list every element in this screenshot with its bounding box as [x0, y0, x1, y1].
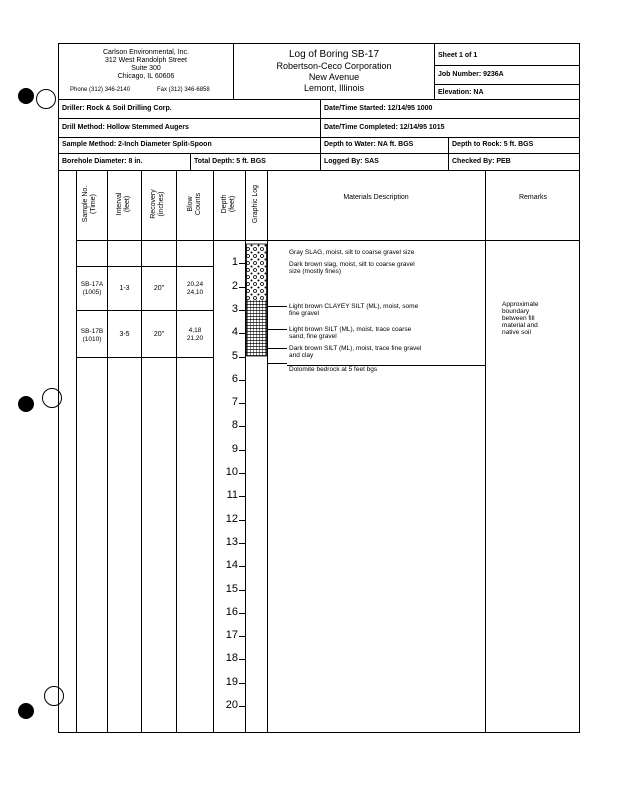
depth-tick-13 — [239, 543, 245, 544]
drill-method: Drill Method: Hollow Stemmed Augers — [62, 124, 189, 131]
depth-label-4: 4 — [231, 326, 238, 339]
depth-label-19: 19 — [225, 675, 238, 688]
sample-1-no: SB-17A — [80, 281, 104, 288]
binder-hole-2 — [18, 396, 34, 412]
material-2-line-2: size (mostly fines) — [289, 268, 342, 275]
company-city: Chicago, IL 60606 — [117, 73, 175, 80]
depth-tick-2 — [239, 287, 245, 288]
depth-label-16: 16 — [225, 605, 238, 618]
job-number: Job Number: 9236A — [438, 71, 504, 78]
depth-label-1: 1 — [231, 256, 238, 269]
depth-tick-16 — [239, 613, 245, 614]
material-4-line-1: Light brown SILT (ML), moist, trace coarse — [289, 326, 412, 333]
company-address1: 312 West Randolph Street — [105, 57, 187, 64]
material-5-line-2: and clay — [289, 352, 314, 359]
company-fax: Fax (312) 346-6858 — [157, 87, 210, 93]
depth-label-13: 13 — [225, 535, 238, 548]
depth-label-5: 5 — [231, 349, 238, 362]
driller: Driller: Rock & Soil Drilling Corp. — [62, 105, 172, 112]
depth-tick-15 — [239, 590, 245, 591]
material-4-line-2: sand, fine gravel — [289, 333, 337, 340]
remarks-line-2: boundary — [502, 308, 530, 315]
depth-tick-10 — [239, 473, 245, 474]
date-completed: Date/Time Completed: 12/14/95 1015 — [324, 124, 445, 131]
depth-tick-11 — [239, 496, 245, 497]
depth-label-2: 2 — [231, 279, 238, 292]
depth-to-rock: Depth to Rock: 5 ft. BGS — [452, 141, 534, 148]
col-graphic-log: Graphic Log — [252, 184, 259, 224]
depth-label-11: 11 — [226, 489, 238, 502]
col-remarks: Remarks — [518, 194, 547, 201]
sample-2-no: SB-17B — [80, 328, 104, 335]
depth-label-17: 17 — [225, 629, 238, 642]
sample-1-blow-2: 24,10 — [186, 289, 204, 296]
material-3-line-2: fine gravel — [289, 310, 319, 317]
depth-label-6: 6 — [231, 372, 238, 385]
depth-tick-6 — [239, 380, 245, 381]
depth-tick-3 — [239, 310, 245, 311]
remarks-line-4: material and — [502, 322, 538, 329]
total-depth: Total Depth: 5 ft. BGS — [194, 158, 266, 165]
log-title: Log of Boring SB-17 — [288, 49, 380, 60]
date-started: Date/Time Started: 12/14/95 1000 — [324, 105, 433, 112]
sample-2-blow-1: 4,18 — [188, 327, 202, 334]
depth-label-7: 7 — [231, 396, 238, 409]
binder-hole-1 — [18, 88, 34, 104]
remarks-line-3: between fill — [502, 315, 535, 322]
sample-method: Sample Method: 2-Inch Diameter Split-Spoon — [62, 141, 212, 148]
elevation: Elevation: NA — [438, 89, 484, 96]
sample-1-time: (1005) — [82, 289, 102, 296]
depth-label-15: 15 — [225, 582, 238, 595]
depth-tick-18 — [239, 659, 245, 660]
logged-by: Logged By: SAS — [324, 158, 379, 165]
depth-label-9: 9 — [231, 442, 238, 455]
sample-2-time: (1010) — [82, 336, 102, 343]
company-name: Carlson Environmental, Inc. — [103, 49, 189, 56]
sample-2-recovery: 20" — [153, 331, 165, 338]
sheet-number: Sheet 1 of 1 — [438, 52, 478, 59]
col-materials-description: Materials Description — [343, 194, 409, 201]
material-6-line-1: Dolomite bedrock at 5 feet bgs — [289, 366, 378, 373]
silt-layer — [246, 300, 267, 356]
company-address2: Suite 300 — [131, 65, 161, 72]
col-depth: Depth (feet) — [221, 194, 236, 214]
depth-label-18: 18 — [225, 652, 238, 665]
depth-tick-4 — [239, 333, 245, 334]
material-2-line-1: Dark brown slag, moist, silt to coarse gravel — [289, 261, 415, 268]
depth-tick-9 — [239, 450, 245, 451]
company-phone: Phone (312) 346-2140 — [70, 87, 131, 93]
depth-label-10: 10 — [225, 466, 238, 478]
log-street: New Avenue — [308, 72, 360, 82]
material-3-line-1: Light brown CLAYEY SILT (ML), moist, some — [289, 303, 419, 310]
binder-hole-3 — [18, 703, 34, 719]
depth-label-14: 14 — [225, 559, 238, 572]
binder-ring-1 — [36, 89, 56, 109]
depth-tick-14 — [239, 566, 245, 567]
checked-by: Checked By: PEB — [452, 158, 511, 165]
depth-tick-20 — [239, 706, 245, 707]
col-blow-counts: Blow Counts — [187, 192, 202, 216]
col-sample-no: Sample No. (Time) — [82, 185, 97, 223]
depth-label-8: 8 — [231, 419, 238, 432]
depth-label-12: 12 — [225, 512, 238, 525]
sample-1-recovery: 20" — [153, 285, 165, 292]
sample-2-interval: 3-5 — [119, 331, 130, 338]
depth-tick-19 — [239, 683, 245, 684]
sample-1-blow-1: 20,24 — [186, 281, 204, 288]
log-city: Lemont, Illinois — [303, 83, 365, 93]
col-recovery: Recovery (inches) — [150, 189, 165, 219]
material-5-line-1: Dark brown SILT (ML), moist, trace fine gravel — [289, 345, 422, 352]
depth-label-20: 20 — [225, 699, 238, 711]
remarks-line-5: native soil — [502, 329, 531, 336]
depth-tick-12 — [239, 520, 245, 521]
depth-tick-17 — [239, 636, 245, 637]
graphic-log — [246, 240, 267, 362]
depth-tick-8 — [239, 426, 245, 427]
depth-tick-5 — [239, 357, 245, 358]
material-1-line-1: Gray SLAG, moist, silt to coarse gravel size — [289, 249, 415, 256]
remarks-line-1: Approximate — [502, 301, 539, 308]
sample-2-blow-2: 21,20 — [186, 335, 204, 342]
slag-layer — [246, 244, 267, 300]
log-client: Robertson-Ceco Corporation — [276, 61, 392, 71]
borehole-diameter: Borehole Diameter: 8 in. — [62, 158, 143, 165]
col-interval: Interval (feet) — [116, 192, 131, 216]
depth-tick-7 — [239, 403, 245, 404]
depth-to-water: Depth to Water: NA ft. BGS — [324, 141, 414, 148]
depth-label-3: 3 — [231, 302, 238, 315]
sample-1-interval: 1-3 — [119, 285, 130, 292]
depth-tick-1 — [239, 263, 245, 264]
